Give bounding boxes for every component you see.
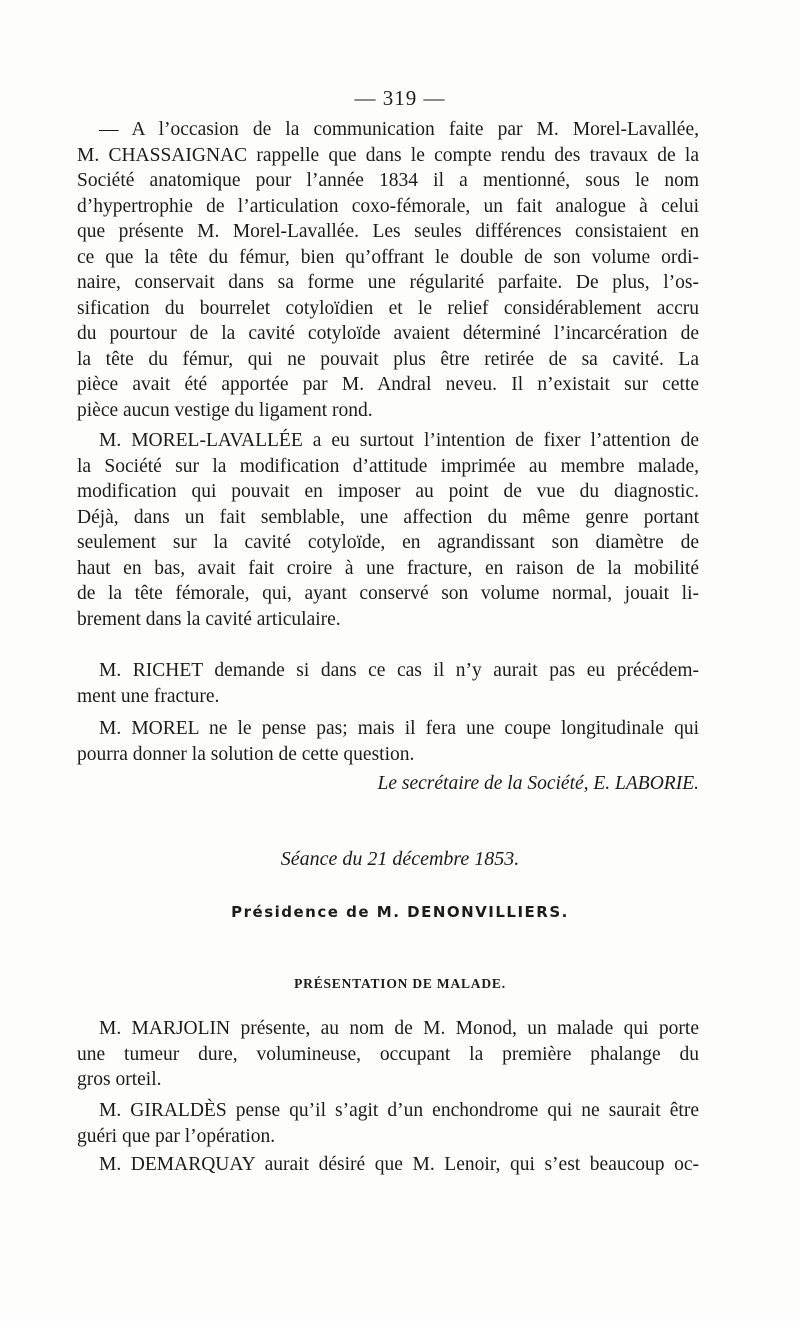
text-line: brement dans la cavité articulaire. [77,608,341,630]
text-line: M. MOREL ne le pense pas; mais il fera une coupe longitudinale qui [99,718,699,739]
text-line: modification qui pouvait en imposer au point de vue du diagnostic. [77,481,699,502]
text-line: la tête du fémur, qui ne pouvait plus être retirée de sa cavité. La [77,348,699,370]
text-line: M. CHASSAIGNAC rappelle que dans le compte rendu des travaux de la [77,144,699,166]
text-line: de la tête fémorale, qui, ayant conservé son volume normal, jouait li- [77,583,699,604]
text-line: — A l’occasion de la communication faite par M. Morel-Lavallée, [99,119,699,140]
signature-line: Le secrétaire de la Société, E. LABORIE. [377,773,699,794]
paragraph-morel [77,716,699,767]
text-line: M. GIRALDÈS pense qu’il s’agit d’un enchondrome qui ne saurait être [99,1100,699,1121]
text-line: pièce avait été apportée par M. Andral neveu. Il n’existait sur cette [77,374,699,395]
text-line: ment une fracture. [77,685,220,707]
text-line: Société anatomique pour l’année 1834 il a mentionné, sous le nom [77,170,699,191]
text-line: pourra donner la solution de cette question. [77,743,415,765]
text-line: une tumeur dure, volumineuse, occupant la première phalange du [77,1043,699,1065]
presidence-title: Présidence de M. DENONVILLIERS. [231,903,569,921]
text-line: la Société sur la modification d’attitude imprimée au membre malade, [77,455,699,477]
session-date: Séance du 21 décembre 1853. [280,848,520,870]
text-line: ce que la tête du fémur, bien qu’offrant le double de son volume ordi- [77,246,699,268]
signature [77,771,747,797]
text-line: M. MOREL-LAVALLÉE a eu surtout l’intention de fixer l’attention de [99,430,699,451]
paragraph-chassaignac [77,117,699,423]
text-line: M. MARJOLIN présente, au nom de M. Monod, un malade qui porte [99,1018,699,1039]
text-line: d’hypertrophie de l’articulation coxo-fémorale, un fait analogue à celui [77,195,699,217]
text-line: pièce aucun vestige du ligament rond. [77,399,373,421]
paragraph-morel-lavallee [77,428,699,632]
text-line: du pourtour de la cavité cotyloïde avaient déterminé l’incarcération de [77,323,699,344]
text-line: guéri que par l’opération. [77,1125,276,1147]
text-line: sification du bourrelet cotyloïdien et le relief considérablement accru [77,297,699,319]
text-line: gros orteil. [77,1069,162,1090]
paragraph-demarquay [77,1152,699,1178]
text-line: Déjà, dans un fait semblable, une affection du même genre portant [77,506,699,528]
paragraph-marjolin [77,1016,699,1093]
text-line: seulement sur la cavité cotyloïde, en agrandissant son diamètre de [77,532,699,553]
page-number: — 319 — [354,86,446,110]
text-line: haut en bas, avait fait croire à une fracture, en raison de la mobilité [77,557,699,579]
text-line: M. RICHET demande si dans ce cas il n’y aurait pas eu précédem- [99,660,699,681]
paragraph-giraldes [77,1098,699,1149]
paragraph-richet [77,658,699,709]
section-heading: PRÉSENTATION DE MALADE. [294,976,506,991]
text-line: que présente M. Morel-Lavallée. Les seules différences consistaient en [77,221,699,242]
text-line: M. DEMARQUAY aurait désiré que M. Lenoir, qui s’est beaucoup oc- [99,1154,699,1175]
text-line: naire, conservait dans sa forme une régularité parfaite. De plus, l’os- [77,272,699,293]
